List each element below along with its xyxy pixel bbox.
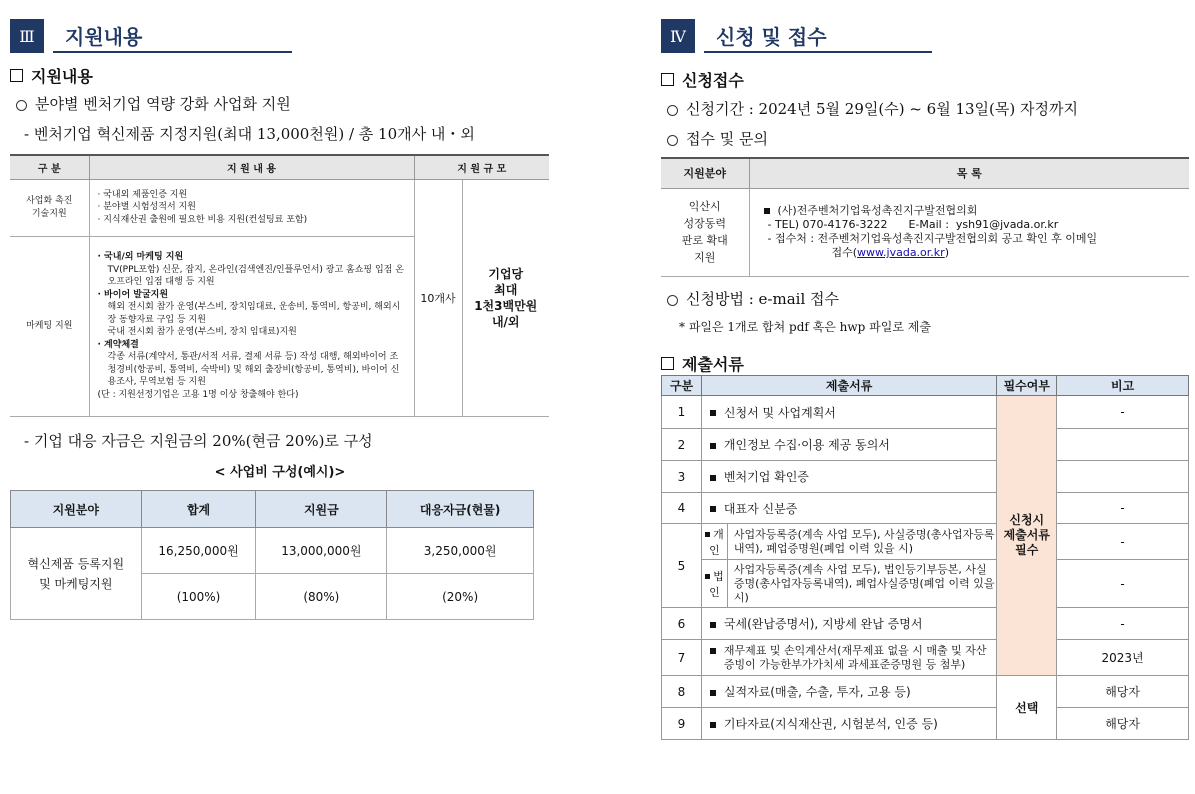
content-marketing: · 국내/외 마케팅 지원 TV(PPL포함) 신문, 잡지, 온라인(검색엔진/인플루언서) 광고 홈쇼핑 입점 온 오프라인 입점 대행 등 지원 · 바이어 발굴지원 해외 전시회 참가 운영(부스비, 장치임대료, 운송비, 통역비, 항공비, 해외시장 동향자료 구입 등 지원 국내 전시회 참가 운영(부스비, 장치 임대료)지원 · 계약체결 각종 서류(계약서, 통관/서적 서류, 결제 서류 등) 작성 대행, 해외바이어 조청경비(항공비, 통역비, 숙박비) 및 해외 출장비(항공비, 통역비), 바이어 신용조사, 무역보험 등 지원 (단 : 지원선정기업은 고용 1명 이상 창출해야 한다) — [89, 236, 414, 416]
circle-bullet-icon — [667, 295, 678, 306]
col-header-category: 구 분 — [10, 155, 89, 179]
method-note: * 파일은 1개로 합쳐 pdf 혹은 hwp 파일로 제출 — [679, 320, 931, 334]
docs-header-note: 비고 — [1057, 376, 1189, 396]
square-bullet-icon — [710, 443, 716, 449]
doc-note: 해당자 — [1057, 676, 1189, 708]
section-number: Ⅲ — [10, 19, 44, 53]
docs-header-num: 구분 — [662, 376, 702, 396]
website-link[interactable]: www.jvada.or.kr — [857, 246, 945, 259]
category-tech: 사업화 촉진 기술지원 — [10, 179, 89, 236]
contact-table — [661, 157, 1189, 277]
doc-num: 8 — [662, 676, 702, 708]
budget-total-amount: 16,250,000원 — [141, 528, 256, 574]
square-bullet-icon — [661, 73, 674, 86]
budget-support-amount: 13,000,000원 — [256, 528, 387, 574]
budget-matching-amount: 3,250,000원 — [387, 528, 534, 574]
support-table — [10, 154, 549, 417]
square-bullet-icon — [710, 648, 716, 654]
budget-matching-percent: (20%) — [387, 574, 534, 620]
budget-header-matching: 대응자금(현물) — [387, 491, 534, 528]
subsection-heading-text: 지원내용 — [31, 67, 93, 86]
doc-name: 사업자등록증(계속 사업 모두), 사실증명(총사업자등록내역), 폐업증명원(폐업 이력 있을 시) — [727, 524, 996, 560]
application-period: 신청기간 : 2024년 5월 29일(수) ~ 6월 13일(목) 자정까지 — [667, 98, 1078, 119]
col-header-scale: 지 원 규 모 — [414, 155, 549, 179]
content-tech: · 국내외 제품인증 지원 · 분야별 시험성적서 지원 · 지식재산권 출원에 필요한 비용 지원(컨설팅료 포함) — [89, 179, 414, 236]
documents-heading: 제출서류 — [661, 352, 744, 375]
square-bullet-icon — [10, 69, 23, 82]
doc-name: 실적자료(매출, 수출, 투자, 고용 등) — [701, 676, 996, 708]
doc-num: 2 — [662, 429, 702, 461]
doc-note: 해당자 — [1057, 708, 1189, 740]
category-marketing: 마케팅 지원 — [10, 236, 89, 416]
square-bullet-icon — [705, 532, 710, 537]
contact-header-field: 지원분야 — [661, 158, 749, 188]
doc-name: 국세(완납증명서), 지방세 완납 증명서 — [701, 608, 996, 640]
square-bullet-icon — [705, 574, 710, 579]
contact-header-list: 목 록 — [749, 158, 1189, 188]
doc-note: - — [1057, 396, 1189, 429]
doc-name: 벤처기업 확인증 — [701, 461, 996, 493]
doc-num: 7 — [662, 640, 702, 676]
left-column — [10, 0, 550, 604]
doc-note: - — [1057, 560, 1189, 608]
doc-num: 4 — [662, 493, 702, 524]
section-header-4 — [661, 9, 1189, 53]
right-column — [661, 0, 1189, 731]
doc-name: 재무제표 및 손익계산서(재무제표 없을 시 매출 및 자산 증빙이 가능한부가가치세 과세표준증명원 등 첨부) — [701, 640, 996, 676]
doc-name: 개인정보 수집·이용 제공 동의서 — [701, 429, 996, 461]
section-title: 신청 및 접수 — [704, 19, 932, 53]
square-bullet-icon — [764, 208, 770, 214]
optional-badge: 선택 — [997, 676, 1057, 740]
section-title: 지원내용 — [53, 19, 292, 53]
square-bullet-icon — [710, 475, 716, 481]
budget-total-percent: (100%) — [141, 574, 256, 620]
budget-table — [10, 490, 534, 620]
matching-fund-note: - 기업 대응 자금은 지원금의 20%(현금 20%)로 구성 — [24, 432, 373, 450]
application-method: 신청방법 : e-mail 접수 — [667, 288, 839, 309]
budget-field: 혁신제품 등록지원 및 마케팅지원 — [11, 528, 142, 620]
doc-name: 기타자료(지식재산권, 시험분석, 인증 등) — [701, 708, 996, 740]
doc-note — [1057, 429, 1189, 461]
circle-bullet-icon — [667, 105, 678, 116]
docs-header-doc: 제출서류 — [701, 376, 996, 396]
circle-bullet-icon — [16, 100, 27, 111]
doc-note — [1057, 461, 1189, 493]
doc-name: 사업자등록증(계속 사업 모두), 법인등기부등본, 사실증명(총사업자등록내역), 폐업사실증명(폐업 이력 있을 시) — [727, 560, 996, 608]
doc-note: 2023년 — [1057, 640, 1189, 676]
square-bullet-icon — [710, 410, 716, 416]
contact-field: 익산시 성장동력 판로 확대 지원 — [661, 188, 749, 276]
doc-num: 5 — [662, 524, 702, 608]
support-summary: 분야별 벤처기업 역량 강화 사업화 지원 — [16, 93, 291, 114]
square-bullet-icon — [710, 690, 716, 696]
circle-bullet-icon — [667, 135, 678, 146]
budget-support-percent: (80%) — [256, 574, 387, 620]
subsection-heading — [10, 64, 93, 87]
col-header-content: 지 원 내 용 — [89, 155, 414, 179]
section-header-3 — [10, 9, 550, 53]
docs-header-required: 필수여부 — [997, 376, 1057, 396]
square-bullet-icon — [710, 622, 716, 628]
budget-header-field: 지원분야 — [11, 491, 142, 528]
support-scale: 기업당 최대 1천3백만원 내/외 — [462, 179, 549, 416]
doc-note: - — [1057, 493, 1189, 524]
square-bullet-icon — [710, 506, 716, 512]
doc-num: 3 — [662, 461, 702, 493]
square-bullet-icon — [710, 722, 716, 728]
doc-note: - — [1057, 524, 1189, 560]
doc-name: 신청서 및 사업계획서 — [701, 396, 996, 429]
required-badge: 신청시 제출서류 필수 — [997, 396, 1057, 676]
doc-note: - — [1057, 608, 1189, 640]
doc-num: 6 — [662, 608, 702, 640]
budget-header-support: 지원금 — [256, 491, 387, 528]
contact-details: (사)전주벤처기업육성촉진지구발전협의회 - TEL) 070-4176-3222 E-Mail : ysh91@jvada.or.kr - 접수처 : 전주벤처기업육성촉진지구발전협의회 공고 확인 후 이메일 접수(www.jvada.or.kr) — [749, 188, 1189, 276]
doc-num: 9 — [662, 708, 702, 740]
inquiry-line: 접수 및 문의 — [667, 128, 768, 149]
doc-num: 1 — [662, 396, 702, 429]
doc-subtype: 개인 — [701, 524, 727, 560]
square-bullet-icon — [661, 357, 674, 370]
budget-header-total: 합계 — [141, 491, 256, 528]
doc-name: 대표자 신분증 — [701, 493, 996, 524]
application-heading: 신청접수 — [661, 68, 744, 91]
doc-subtype: 법인 — [701, 560, 727, 608]
documents-table — [661, 375, 1189, 740]
company-count: 10개사 — [414, 179, 462, 416]
support-detail: - 벤처기업 혁신제품 지정지원(최대 13,000천원) / 총 10개사 내・외 — [24, 125, 475, 143]
section-number: Ⅳ — [661, 19, 695, 53]
budget-caption: < 사업비 구성(예시)> — [214, 465, 346, 480]
